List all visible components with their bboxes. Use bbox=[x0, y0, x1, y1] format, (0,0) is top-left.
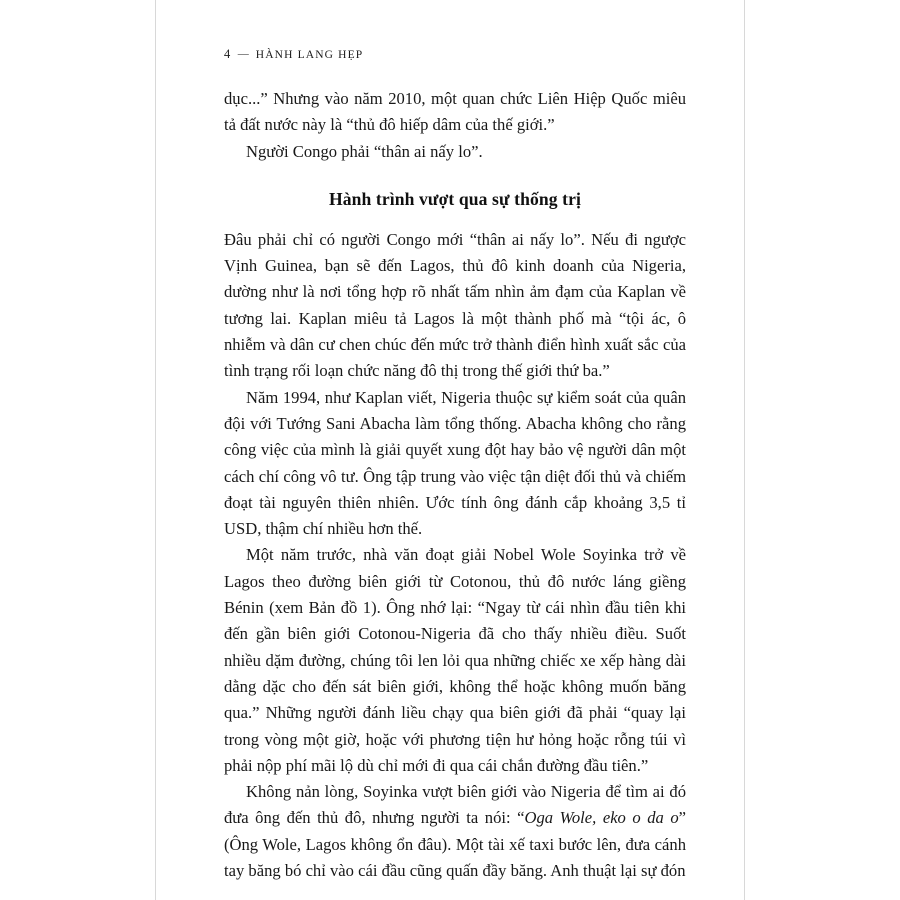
running-head-dash: — bbox=[237, 48, 249, 60]
italic-quote: Oga Wole, eko o da o bbox=[524, 808, 679, 828]
paragraph: Một năm trước, nhà văn đoạt giải Nobel Wole Soyinka trở về Lagos theo đường biên giới từ Cotonou, thủ đô nước láng giềng Bénin (xem Bản đồ 1). Ông nhớ lại: “Ngay từ cái nhìn đầu tiên khi đến gần biên giới Cotonou-Nigeria đã cho thấy nhiều điều. Suốt nhiều dặm đường, chúng tôi len lỏi qua những chiếc xe xếp hàng dài dằng dặc cho đến sát biên giới, không thể hoặc không muốn băng qua.” Những người đánh liều chạy qua biên giới đã phải “quay lại trong vòng một giờ, hoặc với phương tiện hư hỏng hoặc rỗng túi vì phải nộp phí mãi lộ dù chỉ mới đi qua cái chắn đường đầu tiên.” bbox=[224, 545, 686, 775]
text-segment: Không nản lòng, Soyinka vượt biên giới vào Nigeria để tìm ai đó đưa ông đến thủ đô, nhưng người ta nói: “ bbox=[224, 782, 686, 828]
running-head bbox=[224, 47, 363, 62]
section-heading: Hành trình vượt qua sự thống trị bbox=[328, 188, 582, 209]
paragraph: Người Congo phải “thân ai nấy lo”. bbox=[246, 141, 483, 161]
body-column bbox=[224, 86, 686, 884]
running-head-title: HÀNH LANG HẸP bbox=[255, 49, 364, 61]
text-segment: ” (Ông Wole, Lagos không ổn đâu). Một tài xế taxi bước lên, đưa cánh tay băng bó chỉ vào cái đầu cũng quấn đầy băng. Anh thuật lại sự đón bbox=[224, 808, 686, 881]
paragraph: Đâu phải chỉ có người Congo mới “thân ai nấy lo”. Nếu đi ngược Vịnh Guinea, bạn sẽ đến Lagos, thủ đô kinh doanh của Nigeria, dường như là nơi tổng hợp rõ nhất tấm nhìn ảm đạm của Kaplan về tương lai. Kaplan miêu tả Lagos là một thành phố mà “tội ác, ô nhiễm và dân cư chen chúc đến mức trở thành điển hình xuất sắc của tình trạng rối loạn chức năng đô thị trong thế giới thứ ba.” bbox=[224, 229, 686, 381]
page-number: 4 bbox=[224, 47, 231, 61]
paragraph: Năm 1994, như Kaplan viết, Nigeria thuộc sự kiểm soát của quân đội với Tướng Sani Abacha làm tổng thống. Abacha không cho rằng công việc của mình là giải quyết xung đột hay bảo vệ người dân một cách chí công vô tư. Ông tập trung vào việc tận diệt đối thủ và chiếm đoạt tài nguyên thiên nhiên. Ước tính ông đánh cắp khoảng 3,5 tỉ USD, thậm chí nhiều hơn thế. bbox=[224, 387, 686, 539]
paragraph: dục...” Nhưng vào năm 2010, một quan chức Liên Hiệp Quốc miêu tả đất nước này là “thủ đô hiếp dâm của thế giới.” bbox=[224, 89, 686, 135]
page-text-area bbox=[224, 0, 686, 900]
book-page bbox=[155, 0, 745, 900]
paragraph-with-italic bbox=[224, 779, 686, 884]
